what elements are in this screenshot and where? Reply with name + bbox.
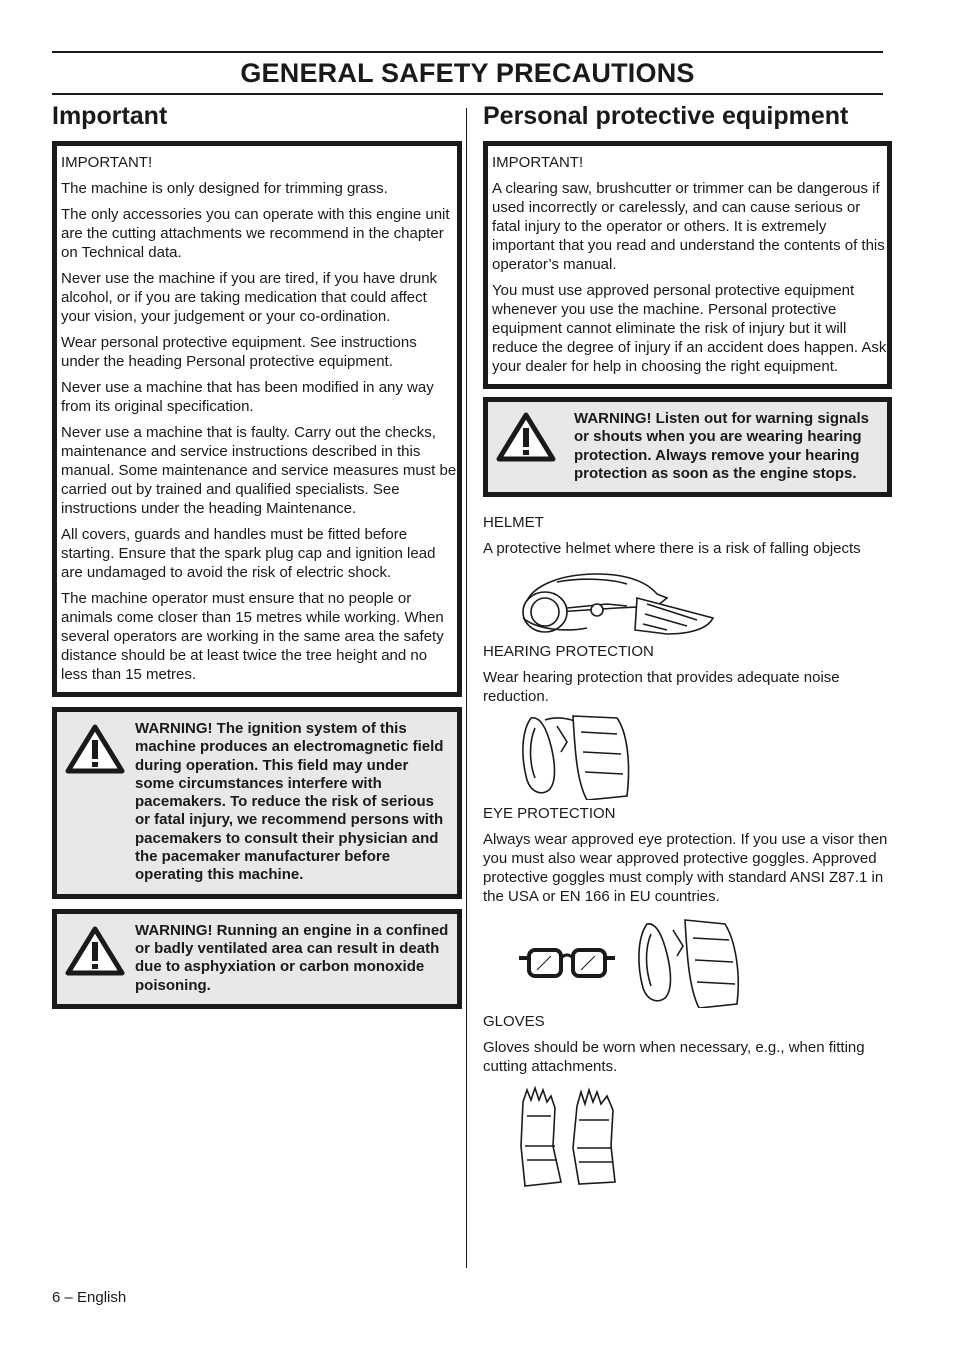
warning-triangle-icon	[65, 720, 135, 774]
eye-protection-images	[517, 916, 891, 1008]
important-paragraph: Never use the machine if you are tired, if you have drunk alcohol, or if you are taking medication that could affect your vision, your judgement or your co-ordination.	[61, 270, 438, 325]
ppe-text-gloves: Gloves should be worn when necessary, e.g., when fitting cutting attachments.	[483, 1039, 865, 1076]
ppe-text-helmet: A protective helmet where there is a risk of falling objects	[483, 540, 861, 558]
ppe-text-hearing: Wear hearing protection that provides adequate noise reduction.	[483, 669, 840, 706]
important-box-left	[52, 141, 462, 697]
important-paragraph: Never use a machine that has been modified in any way from its original specification.	[61, 379, 434, 415]
gloves-icon	[517, 1086, 891, 1188]
right-column	[483, 100, 891, 1188]
important-box-right	[483, 141, 892, 389]
ppe-title-eye: EYE PROTECTION	[483, 805, 616, 823]
page-title-bar	[52, 51, 883, 95]
ppe-title-hearing: HEARING PROTECTION	[483, 643, 654, 661]
left-column	[52, 100, 460, 1009]
ppe-title-helmet: HELMET	[483, 514, 544, 532]
goggles-icon	[517, 946, 617, 980]
important-label: IMPORTANT!	[61, 154, 153, 171]
warning-text: WARNING! The ignition system of this machine produces an electromagnetic field during operation. This field may under some circumstances interfere with pacemakers. To reduce the risk of serious or fatal injury, we recommend persons with pacemakers to consult their physician and the pacemaker manufacturer before operating this machine.	[135, 720, 444, 884]
warning-box-hearing	[483, 397, 892, 497]
important-paragraph: The machine is only designed for trimming grass.	[61, 180, 388, 197]
important-paragraph: All covers, guards and handles must be fitted before starting. Ensure that the spark plug cap and ignition lead are undamaged to avoid the risk of electric shock.	[61, 526, 436, 581]
page-footer: 6 – English	[52, 1289, 127, 1306]
column-divider	[466, 108, 467, 1268]
important-label: IMPORTANT!	[492, 154, 584, 171]
important-paragraph: A clearing saw, brushcutter or trimmer can be dangerous if used incorrectly or carelessly, and can cause serious or fatal injury to the operator or others. It is extremely important that you read and understand the contents of this operator’s manual.	[492, 180, 885, 273]
section-heading-important: Important	[52, 102, 168, 130]
important-paragraph: The machine operator must ensure that no people or animals come closer than 15 metres while working. When several operators are working in the same area the safety distance should be at least twice the tree height and no less than 15 metres.	[61, 590, 444, 683]
warning-text: WARNING! Listen out for warning signals or shouts when you are wearing hearing protection. Always remove your hearing protection as soon as the engine stops.	[574, 410, 870, 482]
hearing-protection-icon	[517, 712, 891, 800]
warning-triangle-icon	[496, 410, 574, 462]
ppe-text-eye: Always wear approved eye protection. If you use a visor then you must also wear approved protective goggles. Approved protective goggles must comply with standard ANSI Z87.1 in the USA or EN 166 in EU countries.	[483, 831, 888, 906]
important-paragraph: The only accessories you can operate with this engine unit are the cutting attachments we recommend in the chapter on Technical data.	[61, 206, 450, 261]
ppe-title-gloves: GLOVES	[483, 1013, 545, 1031]
page-title: GENERAL SAFETY PRECAUTIONS	[240, 58, 695, 88]
warning-triangle-icon	[65, 922, 135, 976]
important-paragraph: Never use a machine that is faulty. Carry out the checks, maintenance and service instructions described in this manual. Some maintenance and service measures must be carried out by trained and qualified specialists. See instructions under the heading Maintenance.	[61, 424, 457, 517]
warning-box-carbon-monoxide	[52, 909, 462, 1009]
warning-box-pacemaker	[52, 707, 462, 899]
important-paragraph: Wear personal protective equipment. See instructions under the heading Personal protective equipment.	[61, 334, 417, 370]
section-heading-ppe: Personal protective equipment	[483, 102, 849, 130]
helmet-icon	[517, 568, 891, 638]
visor-icon	[633, 916, 743, 1008]
important-paragraph: You must use approved personal protective equipment whenever you use the machine. Personal protective equipment cannot eliminate the risk of injury but it will reduce the degree of injury if an accident does happen. Ask your dealer for help in choosing the right equipment.	[492, 282, 887, 375]
warning-text: WARNING! Running an engine in a confined or badly ventilated area can result in death due to asphyxiation or carbon monoxide poisoning.	[135, 921, 449, 994]
